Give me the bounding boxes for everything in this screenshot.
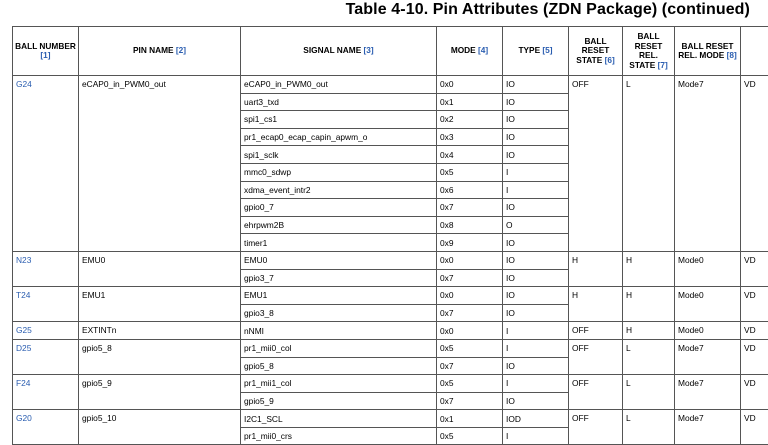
table-title: Table 4-10. Pin Attributes (ZDN Package) (continued): [346, 1, 750, 19]
rel-mode-cell: Mode0: [675, 322, 741, 340]
signal-name-cell: pr1_mii0_col: [241, 339, 437, 357]
signal-name-cell: I2C1_SCL: [241, 410, 437, 428]
ball-number-link[interactable]: F24: [13, 375, 79, 410]
mode-cell: 0x6: [437, 181, 503, 199]
reset-state-cell: OFF: [569, 76, 623, 252]
type-cell: IO: [503, 76, 569, 94]
type-cell: IO: [503, 146, 569, 164]
type-cell: IO: [503, 392, 569, 410]
footnote-link[interactable]: [3]: [364, 45, 374, 55]
signal-name-cell: spi1_sclk: [241, 146, 437, 164]
pin-name-cell: gpio5_10: [79, 410, 241, 445]
ball-number-link[interactable]: G25: [13, 322, 79, 340]
signal-name-cell: gpio3_8: [241, 304, 437, 322]
mode-cell: 0x0: [437, 287, 503, 305]
rel-state-cell: H: [623, 322, 675, 340]
signal-name-cell: nNMI: [241, 322, 437, 340]
mode-cell: 0x1: [437, 93, 503, 111]
ball-number-link[interactable]: G20: [13, 410, 79, 445]
header-last-column: [741, 27, 768, 76]
last-column-cell: VD: [741, 251, 768, 286]
mode-cell: 0x7: [437, 269, 503, 287]
type-cell: IOD: [503, 410, 569, 428]
pin-attributes-table: [12, 26, 768, 445]
signal-name-cell: EMU0: [241, 251, 437, 269]
ball-number-link[interactable]: G24: [13, 76, 79, 252]
type-cell: I: [503, 427, 569, 445]
mode-cell: 0x2: [437, 111, 503, 129]
rel-mode-cell: Mode7: [675, 375, 741, 410]
mode-cell: 0x7: [437, 304, 503, 322]
signal-name-cell: spi1_cs1: [241, 111, 437, 129]
footnote-link[interactable]: [2]: [176, 45, 186, 55]
rel-state-cell: L: [623, 410, 675, 445]
mode-cell: 0x5: [437, 163, 503, 181]
table-row: [13, 322, 768, 340]
pin-name-cell: EMU1: [79, 287, 241, 322]
mode-cell: 0x5: [437, 339, 503, 357]
signal-name-cell: ehrpwm2B: [241, 216, 437, 234]
mode-cell: 0x4: [437, 146, 503, 164]
last-column-cell: VD: [741, 410, 768, 445]
rel-state-cell: H: [623, 287, 675, 322]
rel-state-cell: L: [623, 375, 675, 410]
pin-name-cell: gpio5_8: [79, 339, 241, 374]
signal-name-cell: EMU1: [241, 287, 437, 305]
table-row: [13, 287, 768, 305]
mode-cell: 0x7: [437, 392, 503, 410]
reset-state-cell: OFF: [569, 339, 623, 374]
table-row: [13, 76, 768, 94]
footnote-link[interactable]: [6]: [605, 55, 615, 65]
header-rel-mode: BALL RESET REL. MODE [8]: [675, 27, 741, 76]
signal-name-cell: pr1_mii1_col: [241, 375, 437, 393]
table-row: [13, 375, 768, 393]
header-type: TYPE [5]: [503, 27, 569, 76]
last-column-cell: VD: [741, 287, 768, 322]
signal-name-cell: pr1_ecap0_ecap_capin_apwm_o: [241, 128, 437, 146]
mode-cell: 0x0: [437, 251, 503, 269]
rel-mode-cell: Mode0: [675, 251, 741, 286]
footnote-link[interactable]: [5]: [542, 45, 552, 55]
last-column-cell: VD: [741, 76, 768, 252]
type-cell: IO: [503, 357, 569, 375]
type-cell: I: [503, 163, 569, 181]
table-row: [13, 251, 768, 269]
header-pin-name: PIN NAME [2]: [79, 27, 241, 76]
type-cell: IO: [503, 111, 569, 129]
mode-cell: 0x0: [437, 76, 503, 94]
type-cell: IO: [503, 234, 569, 252]
type-cell: IO: [503, 287, 569, 305]
table-row: [13, 339, 768, 357]
header-signal-name: SIGNAL NAME [3]: [241, 27, 437, 76]
mode-cell: 0x7: [437, 199, 503, 217]
type-cell: IO: [503, 304, 569, 322]
header-reset-state: BALL RESET STATE [6]: [569, 27, 623, 76]
header-ball-number: BALL NUMBER [1]: [13, 27, 79, 76]
table-body: [13, 76, 768, 445]
mode-cell: 0x8: [437, 216, 503, 234]
mode-cell: 0x1: [437, 410, 503, 428]
signal-name-cell: gpio5_8: [241, 357, 437, 375]
rel-state-cell: H: [623, 251, 675, 286]
pin-name-cell: eCAP0_in_PWM0_out: [79, 76, 241, 252]
signal-name-cell: gpio5_9: [241, 392, 437, 410]
signal-name-cell: eCAP0_in_PWM0_out: [241, 76, 437, 94]
type-cell: IO: [503, 251, 569, 269]
reset-state-cell: OFF: [569, 410, 623, 445]
reset-state-cell: H: [569, 287, 623, 322]
footnote-link[interactable]: [7]: [658, 60, 668, 70]
type-cell: IO: [503, 93, 569, 111]
signal-name-cell: xdma_event_intr2: [241, 181, 437, 199]
type-cell: IO: [503, 199, 569, 217]
mode-cell: 0x5: [437, 427, 503, 445]
last-column-cell: VD: [741, 322, 768, 340]
rel-mode-cell: Mode7: [675, 410, 741, 445]
header-rel-state: BALL RESET REL. STATE [7]: [623, 27, 675, 76]
type-cell: I: [503, 339, 569, 357]
pin-name-cell: gpio5_9: [79, 375, 241, 410]
type-cell: IO: [503, 269, 569, 287]
type-cell: I: [503, 322, 569, 340]
table-row: [13, 410, 768, 428]
rel-mode-cell: Mode7: [675, 339, 741, 374]
footnote-link[interactable]: [1]: [40, 50, 50, 60]
type-cell: I: [503, 181, 569, 199]
signal-name-cell: pr1_mii0_crs: [241, 427, 437, 445]
header-mode: MODE [4]: [437, 27, 503, 76]
pin-name-cell: EMU0: [79, 251, 241, 286]
type-cell: I: [503, 375, 569, 393]
footnote-link[interactable]: [8]: [727, 50, 737, 60]
ball-number-link[interactable]: T24: [13, 287, 79, 322]
pin-name-cell: EXTINTn: [79, 322, 241, 340]
rel-mode-cell: Mode0: [675, 287, 741, 322]
mode-cell: 0x7: [437, 357, 503, 375]
last-column-cell: VD: [741, 339, 768, 374]
reset-state-cell: H: [569, 251, 623, 286]
mode-cell: 0x3: [437, 128, 503, 146]
rel-mode-cell: Mode7: [675, 76, 741, 252]
ball-number-link[interactable]: N23: [13, 251, 79, 286]
rel-state-cell: L: [623, 76, 675, 252]
footnote-link[interactable]: [4]: [478, 45, 488, 55]
header-row: [13, 27, 768, 76]
signal-name-cell: mmc0_sdwp: [241, 163, 437, 181]
ball-number-link[interactable]: D25: [13, 339, 79, 374]
reset-state-cell: OFF: [569, 375, 623, 410]
signal-name-cell: gpio0_7: [241, 199, 437, 217]
reset-state-cell: OFF: [569, 322, 623, 340]
type-cell: IO: [503, 128, 569, 146]
last-column-cell: VD: [741, 375, 768, 410]
mode-cell: 0x0: [437, 322, 503, 340]
rel-state-cell: L: [623, 339, 675, 374]
signal-name-cell: uart3_txd: [241, 93, 437, 111]
mode-cell: 0x9: [437, 234, 503, 252]
signal-name-cell: gpio3_7: [241, 269, 437, 287]
mode-cell: 0x5: [437, 375, 503, 393]
signal-name-cell: timer1: [241, 234, 437, 252]
type-cell: O: [503, 216, 569, 234]
